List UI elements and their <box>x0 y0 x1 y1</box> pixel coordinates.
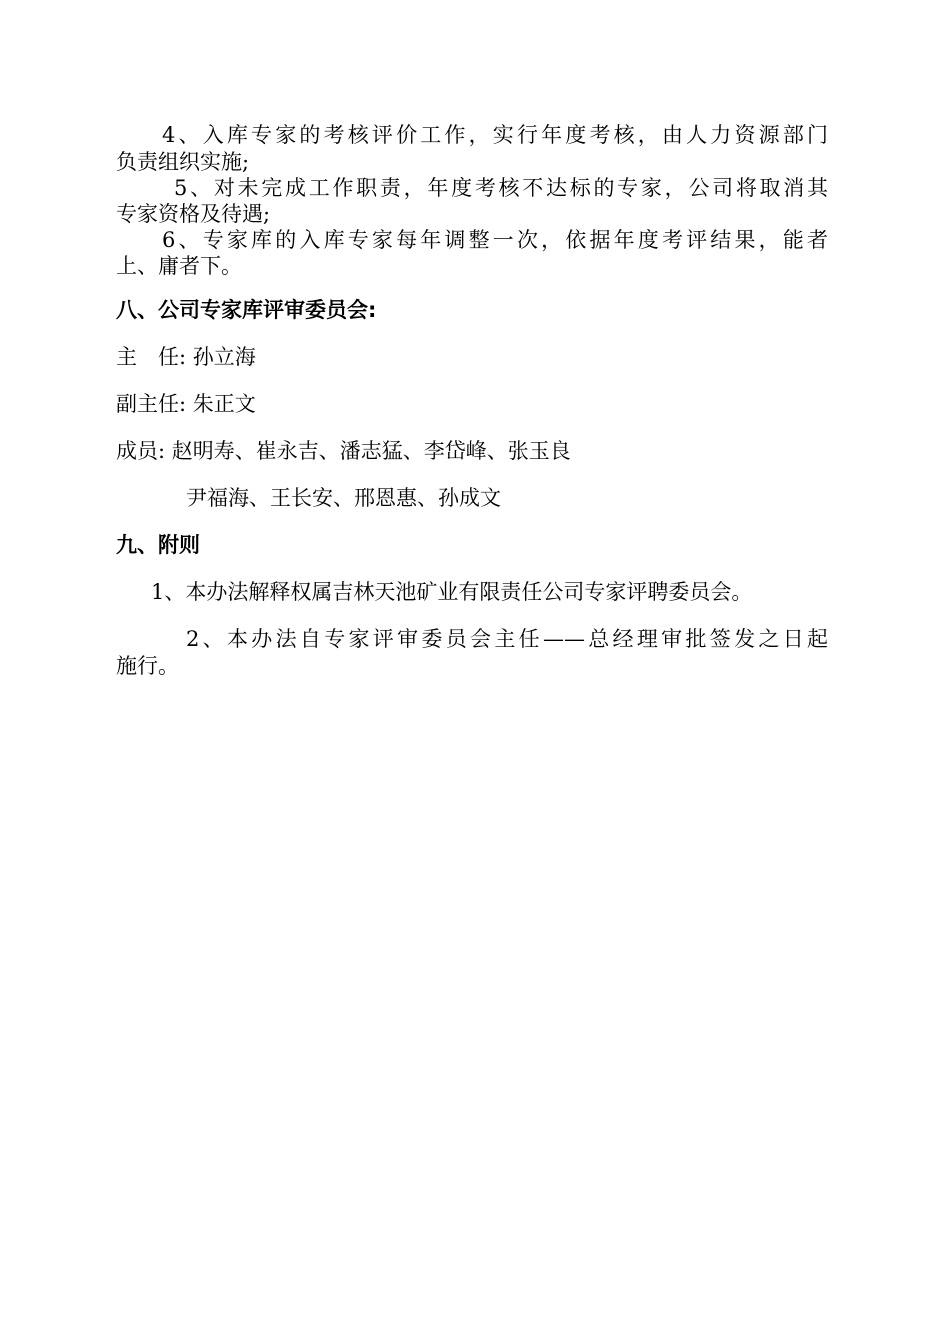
committee-director: 主 任: 孙立海 <box>116 345 256 369</box>
para6-line1: 6、专家库的入库专家每年调整一次，依据年度考评结果，能者 <box>162 228 828 252</box>
committee-deputy: 副主任: 朱正文 <box>116 392 256 416</box>
para6-line2: 上、庸者下。 <box>116 254 242 278</box>
section9-item2-line1: 2、本办法自专家评审委员会主任——总经理审批签发之日起 <box>186 627 828 651</box>
section8-heading: 八、公司专家库评审委员会: <box>116 298 377 322</box>
committee-members-line1: 成员: 赵明寿、崔永吉、潘志猛、李岱峰、张玉良 <box>116 439 571 463</box>
para4-line1: 4、入库专家的考核评价工作，实行年度考核，由人力资源部门 <box>162 123 828 147</box>
committee-members-line2: 尹福海、王长安、邢恩惠、孙成文 <box>186 486 501 510</box>
section9-item2-line2: 施行。 <box>116 654 179 678</box>
para4-line2: 负责组织实施; <box>116 150 250 174</box>
para5-line2: 专家资格及待遇; <box>116 202 271 226</box>
section9-item1: 1、本办法解释权属吉林天池矿业有限责任公司专家评聘委员会。 <box>151 580 753 604</box>
para5-line1: 5、对未完成工作职责，年度考核不达标的专家，公司将取消其 <box>174 176 828 200</box>
section9-heading: 九、附则 <box>116 533 200 557</box>
